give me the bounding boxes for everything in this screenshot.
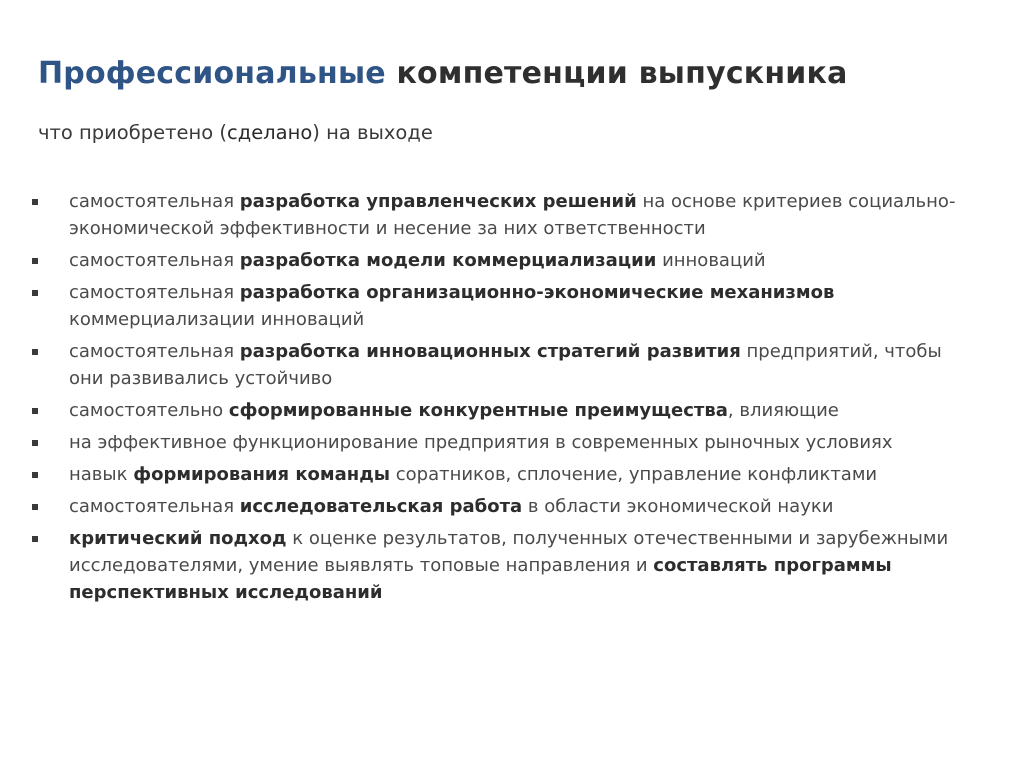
square-bullet-icon bbox=[32, 290, 38, 296]
bold-text: составлять программы перспективных исследований bbox=[69, 555, 892, 603]
bold-text: разработка управленческих решений bbox=[239, 191, 637, 212]
bold-text: критический подход bbox=[69, 528, 287, 549]
bold-text: разработка инновационных стратегий развития bbox=[239, 341, 741, 362]
text: предприятий, чтобы они развивались устойчиво bbox=[69, 341, 942, 389]
text: инноваций bbox=[656, 250, 766, 271]
square-bullet-icon bbox=[32, 199, 38, 205]
square-bullet-icon bbox=[32, 408, 38, 414]
subtitle-after: ) на выходе bbox=[312, 121, 433, 144]
text: самостоятельная bbox=[69, 191, 240, 212]
square-bullet-icon bbox=[32, 349, 38, 355]
title-rest: компетенции выпускника bbox=[385, 56, 848, 91]
list-item bbox=[30, 525, 980, 606]
list-item bbox=[30, 188, 980, 242]
bold-text: разработка организационно-экономические механизмов bbox=[239, 282, 835, 303]
text: на основе критериев социально-экономической эффективности и несение за них ответственности bbox=[69, 191, 956, 239]
text: на эффективное функционирование предприятия в современных рыночных условиях bbox=[69, 432, 893, 453]
text: самостоятельно bbox=[69, 400, 229, 421]
list-item bbox=[30, 338, 980, 392]
text: к оценке результатов, полученных отечественными и зарубежными исследователями, умение выявлять топовые направления и bbox=[69, 528, 949, 576]
square-bullet-icon bbox=[32, 258, 38, 264]
subtitle bbox=[38, 121, 433, 144]
subtitle-before: что приобретено ( bbox=[38, 121, 227, 144]
text: в области экономической науки bbox=[522, 496, 834, 517]
square-bullet-icon bbox=[32, 472, 38, 478]
text: соратников, сплочение, управление конфликтами bbox=[390, 464, 878, 485]
subtitle-emphasis: сделано bbox=[226, 121, 313, 144]
competency-list bbox=[30, 188, 980, 611]
text: самостоятельная bbox=[69, 282, 240, 303]
text: самостоятельная bbox=[69, 341, 240, 362]
page-title bbox=[38, 56, 848, 91]
list-item bbox=[30, 429, 980, 456]
square-bullet-icon bbox=[32, 440, 38, 446]
list-item bbox=[30, 247, 980, 274]
text: навык bbox=[69, 464, 134, 485]
title-accent: Профессиональные bbox=[38, 56, 386, 91]
bold-text: разработка модели коммерциализации bbox=[239, 250, 657, 271]
list-item bbox=[30, 461, 980, 488]
bold-text: сформированные конкурентные преимущества bbox=[228, 400, 728, 421]
square-bullet-icon bbox=[32, 504, 38, 510]
bold-text: формирования команды bbox=[133, 464, 391, 485]
list-item bbox=[30, 493, 980, 520]
list-item bbox=[30, 397, 980, 424]
text: самостоятельная bbox=[69, 496, 240, 517]
list-item bbox=[30, 279, 980, 333]
text: самостоятельная bbox=[69, 250, 240, 271]
text: , влияющие bbox=[727, 400, 839, 421]
bold-text: исследовательская работа bbox=[239, 496, 523, 517]
text: коммерциализации инноваций bbox=[69, 309, 365, 330]
square-bullet-icon bbox=[32, 536, 38, 542]
